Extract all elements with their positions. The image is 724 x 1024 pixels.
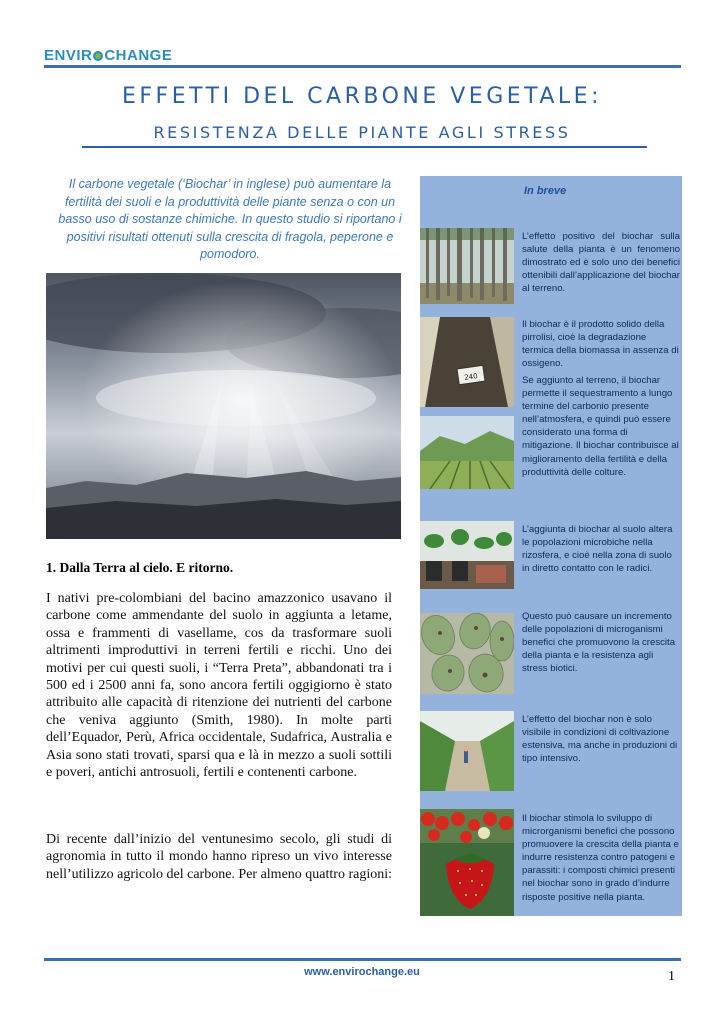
logo-text-envir: ENVIR <box>44 47 93 64</box>
sidebar-text-1: L’effetto positivo del biochar sulla salute della pianta è un fenomeno dimostrato ed è solo uno dei benefici ottenibili dall’applicazione del biochar al terreno. <box>522 231 680 295</box>
sky-photo <box>46 273 401 539</box>
strawberries-photo <box>420 809 514 916</box>
footer-divider <box>44 958 681 961</box>
page-number: 1 <box>668 969 675 984</box>
sidebar-title: In breve <box>524 185 567 197</box>
sidebar-text-7: Il biochar stimola lo sviluppo di microrganismi benefici che possono promuovere la crescita della pianta e indurre resistenza contro patogeni e parassiti: i composti chimici presenti nel biochar sono in grado d’indurre risposte positive nella pianta. <box>522 813 679 903</box>
soil-plot-photo <box>420 317 514 407</box>
globe-icon <box>93 51 103 61</box>
sidebar-text-6: L’effetto del biochar non è solo visibile in condizioni di coltivazione estensiva, ma anche in produzioni di tipo intensivo. <box>522 714 678 765</box>
greenhouse-photo <box>420 711 514 791</box>
title-underline <box>82 146 647 148</box>
body-paragraph: I nativi pre-colombiani del bacino amazzonico usavano il carbone come ammendante del suolo in aggiunta a letame, ossa e frammenti di vasellame, cos da trasformare suoli altrimenti improduttivi in terreni fertili e ricchi. Uno dei motivi per cui questi suoli, i “Terra Preta”, abbandonati tra i 500 ed i 2500 anni fa, sono ancora fertili oggigiorno è stato attribuito alle capacità di ritenzione dei nutrienti del carbone che veniva aggiunto (Smith, 1980). In molte parti dell’Equador, Perù, Africa occidentale, Sudafrica, Australia e Asia sono stati trovati, sparsi qua e là in mezzo a suoli sottili e poveri, antichi antrosuoli, fertili e contenenti carbone. <box>46 591 392 781</box>
sidebar-text-2: Il biochar è il prodotto solido della pirrolisi, cioè la degradazione termica della biomassa in assenza di ossigeno. <box>522 319 679 370</box>
page-title: EFFETTI DEL CARBONE VEGETALE: <box>122 84 602 109</box>
section-heading: 1. Dalla Terra al cielo. E ritorno. <box>46 560 234 575</box>
sidebar-text-4: L’aggiunta di biochar al suolo altera le popolazioni microbiche nella rizosfera, e cioè nella zona di suolo in diretto contatto con le radici. <box>522 524 673 575</box>
leaves-photo <box>420 613 514 694</box>
trees-photo <box>420 228 514 304</box>
potted-plants-photo <box>420 521 514 589</box>
intro-abstract: Il carbone vegetale (‘Biochar’ in inglese) può aumentare la fertilità dei suoli e la produttività delle piante senza o con un basso uso di sostanze chimiche. In questo studio si riportano i positivi risultati ottenuti sulla crescita di fragola, peperone e pomodoro. <box>58 177 402 261</box>
vineyard-photo <box>420 416 514 489</box>
page-subtitle: RESISTENZA DELLE PIANTE AGLI STRESS <box>153 123 571 142</box>
logo-text-change: CHANGE <box>104 47 173 64</box>
plot-sign-label: 240 <box>463 372 479 382</box>
body-paragraph: Di recente dall’inizio del ventunesimo secolo, gli studi di agronomia in tutto il mondo hanno ripreso un vivo interesse nell’utilizzo agricolo del carbone. Per almeno quattro ragioni: <box>46 832 392 882</box>
in-breve-sidebar <box>420 176 682 916</box>
footer-website-link[interactable]: www.envirochange.eu <box>304 966 420 978</box>
header-divider <box>44 65 681 68</box>
envirochange-logo <box>44 47 172 64</box>
sidebar-text-3: Se aggiunto al terreno, il biochar permette il sequestramento a lungo termine del carbonio presente nell’atmosfera, e quindi può essere considerato una forma di mitigazione. Il biochar contribuisce al miglioramento della fertilità e della produttività delle colture. <box>522 375 679 478</box>
sidebar-text-5: Questo può causare un incremento delle popolazioni di microganismi benefici che promuovono la crescita della pianta e la resistenza agli stress biotici. <box>522 611 676 675</box>
